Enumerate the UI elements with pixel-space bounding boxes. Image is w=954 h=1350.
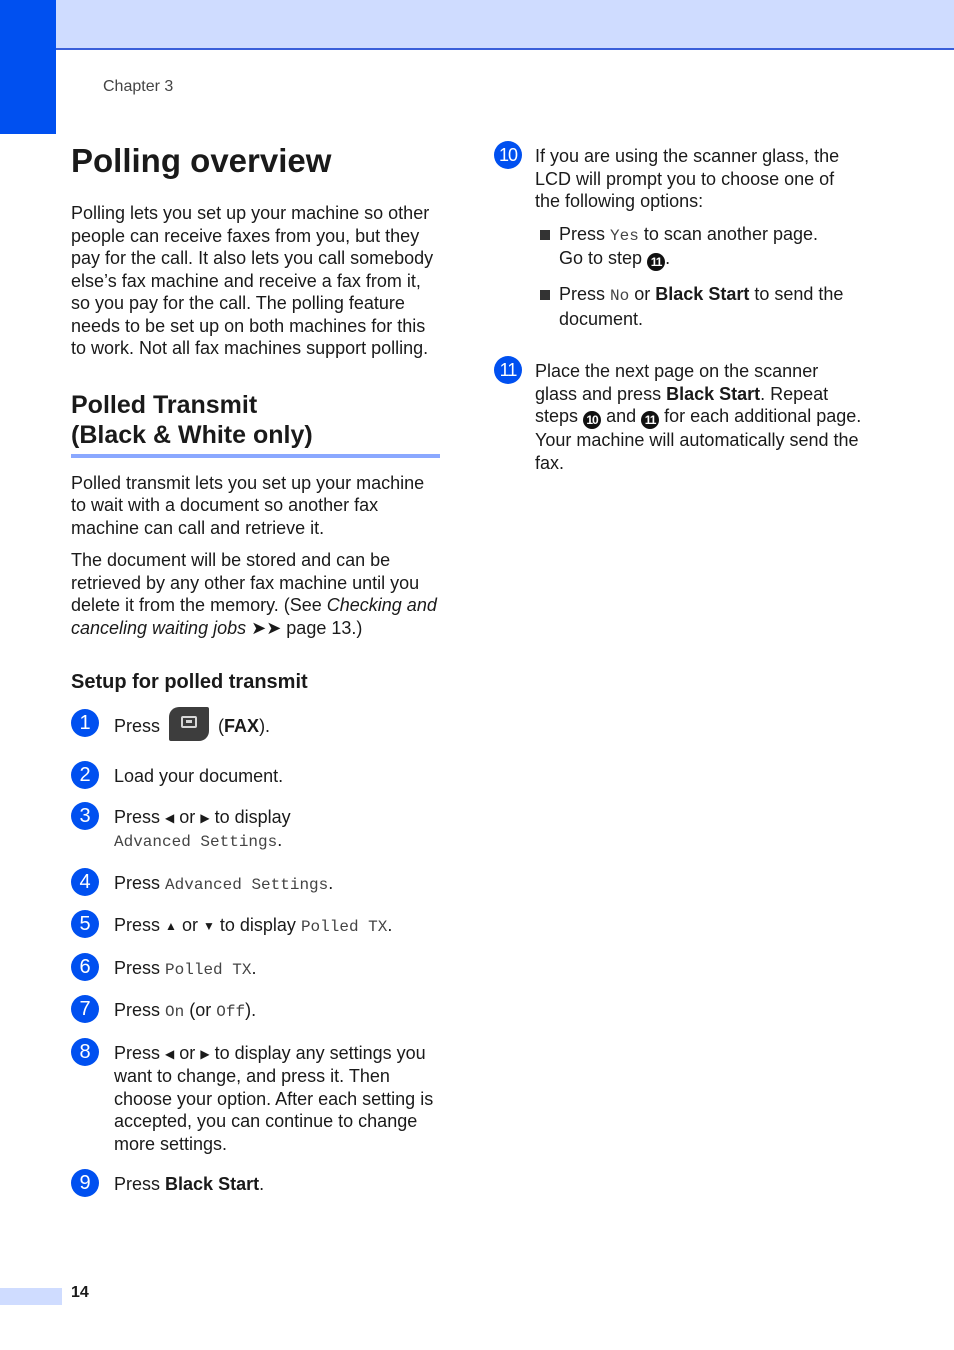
chapter-label: Chapter 3 — [103, 78, 174, 95]
or-text: or — [179, 806, 196, 827]
or-text: or — [634, 284, 651, 304]
step-7 — [71, 999, 443, 1024]
step-number-badge: 1 — [71, 709, 99, 737]
section-heading-line2: (Black & White only) — [71, 420, 313, 449]
step-text-2: to display — [214, 806, 291, 827]
step-text: Press — [114, 1042, 161, 1063]
step-text: Press — [114, 1174, 161, 1194]
section-heading-line1: Polled Transmit — [71, 390, 258, 419]
period: . — [328, 872, 334, 893]
bullet-square-icon — [540, 230, 550, 240]
step-text: Press — [114, 715, 161, 736]
page-title: Polling overview — [71, 142, 332, 179]
step-text-4: Your machine will automatically send the fax. — [535, 430, 859, 473]
step-text: Press — [114, 872, 161, 893]
left-arrow-icon: ◀ — [165, 1046, 175, 1061]
page-reference: page 13.) — [281, 617, 363, 638]
step-number-badge: 6 — [71, 953, 99, 981]
lcd-option: Advanced Settings — [165, 875, 329, 894]
lcd-option: No — [610, 287, 630, 305]
step-text: Press — [114, 915, 161, 935]
step-number-badge: 9 — [71, 1169, 99, 1197]
up-arrow-icon: ▲ — [165, 919, 177, 933]
fax-label: FAX — [224, 715, 260, 736]
step-reference-badge: 10 — [583, 411, 601, 429]
step-text: Press — [114, 1000, 161, 1020]
period: . — [665, 248, 671, 268]
right-column — [494, 140, 864, 474]
black-start-key: Black Start — [666, 383, 761, 404]
lcd-option: Polled TX — [300, 918, 388, 936]
black-start-key: Black Start — [165, 1174, 260, 1194]
step-number-badge: 5 — [71, 910, 99, 938]
or-text: or — [181, 915, 198, 935]
step-number-badge: 4 — [71, 868, 99, 896]
period: . — [277, 830, 283, 850]
polled-transmit-paragraph: Polled transmit lets you set up your machine to wait with a document so another fax machine can call and retrieve it. — [71, 472, 425, 538]
step-number-badge: 10 — [494, 141, 522, 169]
lcd-option: Yes — [610, 226, 639, 245]
step-text: Place the next page on the scanner glass and press — [535, 361, 819, 404]
step-number-badge: 11 — [494, 356, 522, 384]
bullet-square-icon — [540, 290, 550, 300]
period: . — [259, 1174, 265, 1194]
option-text: Press — [559, 223, 606, 244]
heading-rule — [71, 454, 440, 458]
intro-paragraph: Polling lets you set up your machine so other people can receive faxes from you, but they pay for the call. It also lets you call somebody else’s fax machine and receive a fax from it, so you pay for the call. The polling feature needs to be set up on both machines for this to work. Not all fax machines support polling. — [71, 203, 434, 358]
down-arrow-icon: ▼ — [202, 919, 215, 933]
footer-band — [0, 1288, 62, 1305]
step-10 — [494, 145, 864, 330]
step-number-badge: 3 — [71, 802, 99, 830]
step-11 — [494, 360, 864, 474]
left-arrow-icon: ◀ — [165, 810, 175, 825]
step-text: Load your document. — [114, 766, 284, 786]
options-list — [535, 223, 864, 331]
left-column — [71, 140, 443, 1196]
step-5 — [71, 914, 443, 939]
storage-text: The document will be stored and can be retrieved by any other fax machine until you delete it from the memory. (See — [71, 550, 420, 615]
reference-arrows: ➤➤ — [251, 617, 282, 638]
page-number: 14 — [71, 1284, 89, 1301]
step-reference-badge: 11 — [641, 411, 659, 429]
option-goto: Go to step — [559, 248, 643, 268]
step-text: Press — [114, 957, 161, 978]
step-text: Press — [114, 806, 161, 827]
storage-paragraph — [71, 549, 443, 639]
step-1 — [71, 713, 443, 741]
step-6 — [71, 957, 443, 982]
step-number-badge: 7 — [71, 995, 99, 1023]
or-text: or — [179, 1042, 196, 1063]
lcd-option: Advanced Settings — [114, 833, 278, 851]
step-text-2: to display any settings you want to change, and press it. Then choose your option. After each setting is accepted, you can continue to change more settings. — [114, 1042, 434, 1154]
step-4 — [71, 872, 443, 897]
step-text-2: to display — [219, 915, 296, 935]
option-yes — [535, 223, 864, 272]
option-text-2: to scan another page. — [643, 223, 818, 244]
step-3 — [71, 806, 443, 854]
step-number-badge: 8 — [71, 1038, 99, 1066]
step-8 — [71, 1042, 443, 1156]
step-text-3: for each additional page. — [664, 406, 862, 426]
paren-open: ( — [218, 715, 225, 736]
chapter-tab — [0, 0, 56, 134]
right-arrow-icon: ▶ — [200, 810, 210, 825]
section-heading — [71, 390, 443, 450]
fax-icon — [181, 716, 197, 728]
paren-close: ). — [245, 1000, 257, 1020]
right-arrow-icon: ▶ — [200, 1046, 210, 1061]
period: . — [387, 915, 393, 935]
fax-mode-button[interactable] — [169, 707, 209, 741]
step-9 — [71, 1173, 443, 1196]
steps-list — [71, 713, 443, 1196]
step-text-2: . Repeat steps — [535, 383, 829, 426]
and-text: and — [606, 406, 637, 426]
step-reference-badge: 11 — [647, 253, 665, 271]
black-start-key: Black Start — [655, 284, 750, 304]
lcd-option: Polled TX — [165, 960, 252, 979]
step-text: If you are using the scanner glass, the LCD will prompt you to choose one of the following options: — [535, 146, 840, 211]
step-number-badge: 2 — [71, 761, 99, 789]
cross-reference-link[interactable]: Checking and canceling waiting jobs — [71, 595, 437, 638]
option-text: Press — [559, 284, 606, 304]
option-no — [535, 283, 864, 330]
lcd-option-off: Off — [216, 1003, 246, 1021]
header-band — [0, 0, 954, 50]
subsection-heading: Setup for polled transmit — [71, 671, 308, 693]
paren-close: ). — [259, 715, 271, 736]
or-text: (or — [189, 1000, 212, 1020]
lcd-option-on: On — [165, 1003, 185, 1021]
step-2 — [71, 765, 443, 788]
period: . — [251, 957, 257, 978]
option-text-2: to send the document. — [559, 284, 844, 329]
